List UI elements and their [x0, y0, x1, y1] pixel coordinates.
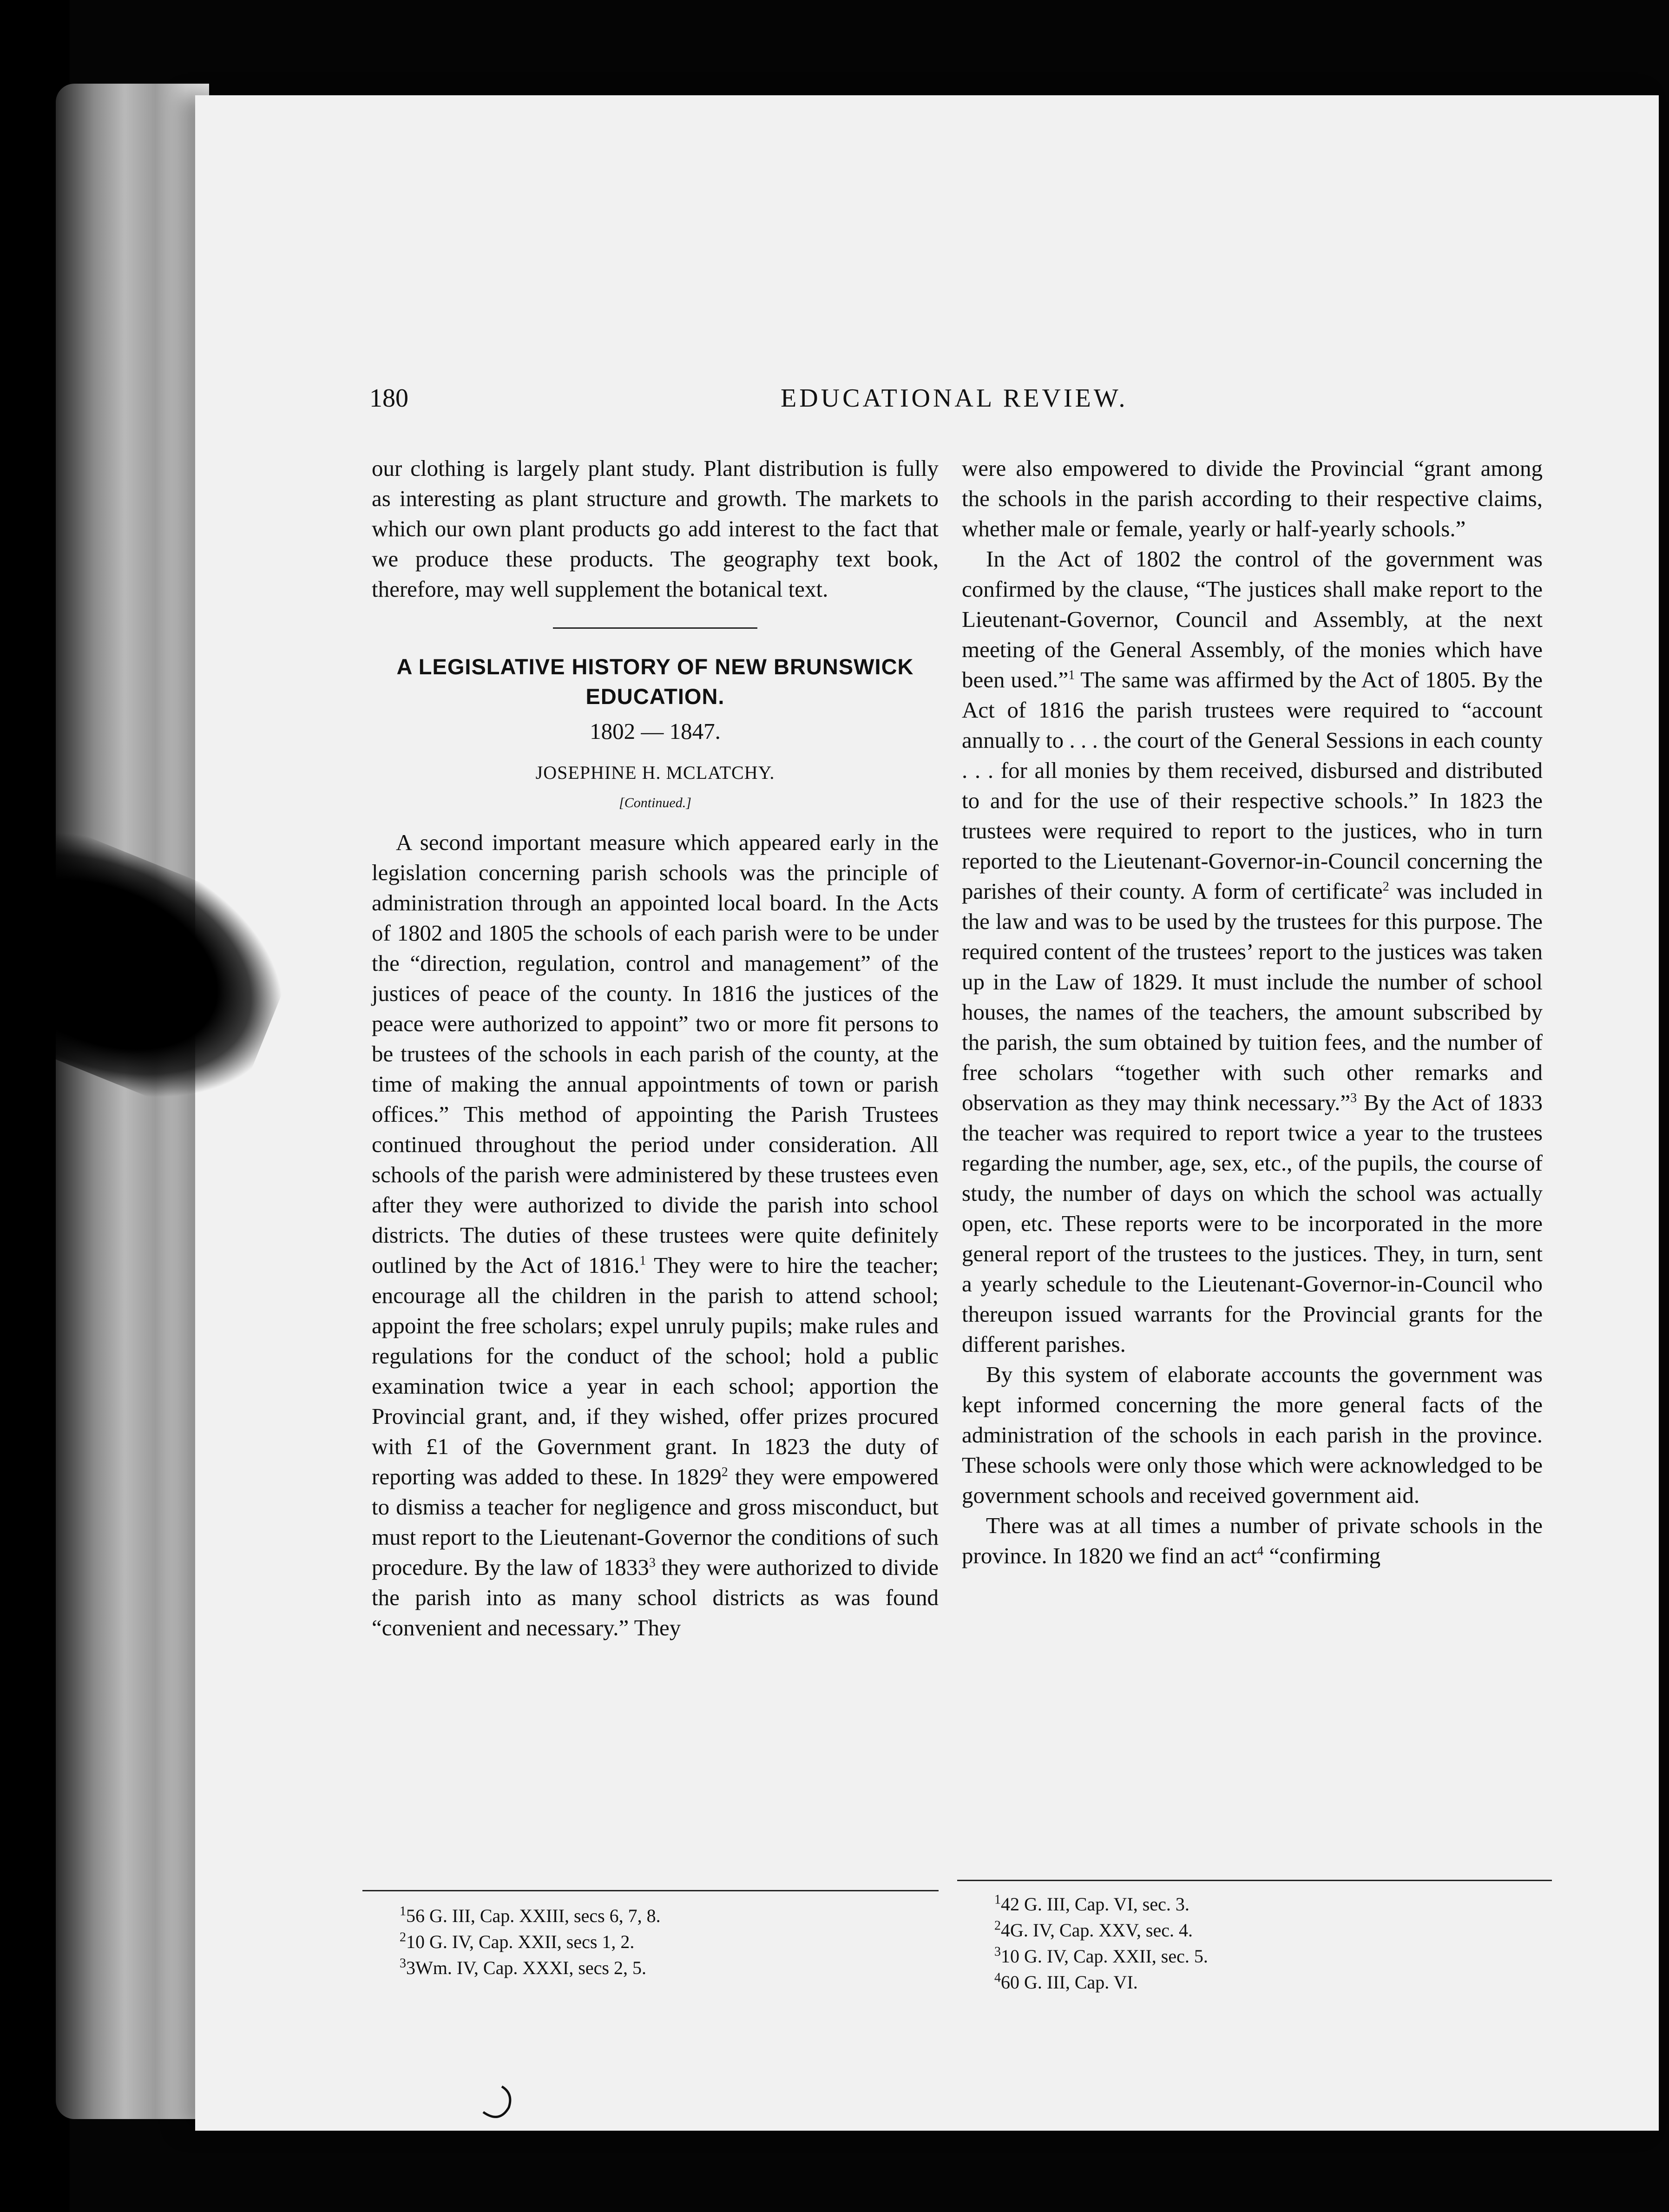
footnote-text: 10 G. IV, Cap. XXII, secs 1, 2.: [406, 1931, 635, 1952]
footnote: [400, 1955, 661, 1981]
footnote-mark: 1: [400, 1904, 406, 1919]
article-body-paragraph: By this system of elaborate accounts the government was kept informed concerning the more general facts of the administration of the schools in each parish in the province. These schools were only those which were acknowledged to be government schools and received government aid.: [962, 1362, 1543, 1508]
body-text: they were empowered to dismiss a teacher for negligence and gross misconduct, but must report to the Lieutenant-Governor the conditions of such procedure. By the law of 1833: [372, 1464, 939, 1580]
body-text: The same was affirmed by the Act of 1805. By the Act of 1816 the parish trustees were required to “account annually to . . . the court of the General Sessions in each county . . . for all monies by them received, disbursed and distributed to and for the use of their respective schools.” In 1823 the trustees were required to report to the justices, who in turn reported to the Lieutenant-Governor-in-Council concerning the parishes of their county. A form of certificate: [962, 667, 1543, 904]
footnote: [994, 1969, 1208, 1995]
footnote-rule-left: [362, 1890, 939, 1891]
footnote: [994, 1891, 1208, 1917]
body-text: they were authorized to divide the parish into as many school districts as was found “convenient and necessary.” They: [372, 1554, 939, 1640]
article-body-paragraph: [962, 544, 1543, 1359]
footnote-ref: 2: [721, 1465, 728, 1480]
journal-title: EDUCATIONAL REVIEW.: [781, 384, 1128, 413]
article-title: A LEGISLATIVE HISTORY OF NEW BRUNSWICK EDUCATION.: [396, 654, 914, 709]
running-head: [195, 383, 1659, 421]
footnote: [400, 1929, 661, 1955]
footnotes-right: [994, 1891, 1208, 1995]
footnote-mark: 3: [994, 1944, 1001, 1959]
footnotes-left: [400, 1903, 661, 1981]
body-text: There was at all times a number of private schools in the province. In 1820 we find an act: [962, 1513, 1543, 1568]
left-column: [372, 453, 939, 1643]
intro-paragraph: our clothing is largely plant study. Plant distribution is fully as interesting as plant structure and growth. The markets to which our own plant products go add interest to the fact that we produce these products. The geography text book, therefore, may well supplement the botanical text.: [372, 455, 939, 602]
footnote-mark: 4: [994, 1970, 1001, 1985]
footnote: [994, 1917, 1208, 1943]
footnote-rule-right: [957, 1880, 1552, 1881]
body-text: In the Act of 1802 the control of the government was confirmed by the clause, “The justices shall make report to the Lieutenant-Governor, Council and Assembly, at the next meeting of the General Assembly, of the monies which have been used.”: [962, 546, 1543, 692]
footnote-text: 42 G. III, Cap. VI, sec. 3.: [1001, 1894, 1189, 1915]
footnote-mark: 2: [994, 1918, 1001, 1933]
right-column: [962, 453, 1543, 1571]
footnote-ref: 3: [649, 1555, 656, 1570]
article-dates: 1802 — 1847.: [590, 718, 721, 744]
body-text: A second important measure which appeared early in the legislation concerning parish schools was the principle of administration through an appointed local board. In the Acts of 1802 and 1805 the schools of each parish were to be under the “direction, regulation, control and management” of the justices of peace of the county. In 1816 the justices of the peace were authorized to appoint” two or more fit persons to be trustees of the schools in each parish of the county, at the time of making the annual appointments of town or parish offices.” This method of appointing the Parish Trustees continued throughout the period under consideration. All schools of the parish were administered by these trustees even after they were authorized to divide the parish into school districts. The duties of these trustees were quite definitely outlined by the Act of 1816.: [372, 830, 939, 1278]
author-byline: JOSEPHINE H. MCLATCHY.: [535, 762, 775, 783]
footnote-mark: 1: [994, 1892, 1001, 1907]
footnote-text: 56 G. III, Cap. XXIII, secs 6, 7, 8.: [406, 1905, 661, 1926]
body-text: “confirming: [1263, 1543, 1381, 1568]
continuation-paragraph: were also empowered to divide the Provincial “grant among the schools in the parish according to their respective claims, whether male or female, yearly or half-yearly schools.”: [962, 455, 1543, 541]
footnote-ref: 1: [1068, 668, 1075, 683]
article-body-paragraph: [372, 827, 939, 1643]
footnote: [994, 1943, 1208, 1969]
footnote-mark: 3: [400, 1956, 406, 1971]
book-page: [195, 95, 1659, 2131]
body-text: was included in the law and was to be used by the trustees for this purpose. The required content of the trustees’ report to the justices was taken up in the Law of 1829. It must include the number of school houses, the names of the teachers, the amount subscribed by the parish, the sum obtained by tuition fees, and the number of free scholars “together with such other remarks and observation as they may think necessary.”: [962, 878, 1543, 1115]
footnote-text: 10 G. IV, Cap. XXII, sec. 5.: [1001, 1946, 1208, 1967]
section-divider: [553, 627, 757, 629]
page-number: 180: [369, 384, 408, 413]
footnote-ref: 2: [1382, 879, 1389, 894]
footnote-text: 4G. IV, Cap. XXV, sec. 4.: [1001, 1920, 1193, 1941]
pencil-mark: [474, 2080, 539, 2135]
footnote-ref: 1: [639, 1253, 646, 1268]
article-body-paragraph: [962, 1510, 1543, 1571]
footnote-ref: 3: [1350, 1091, 1357, 1106]
continued-note: [Continued.]: [619, 795, 691, 810]
footnote-ref: 4: [1257, 1544, 1264, 1559]
footnote: [400, 1903, 661, 1929]
body-text: By the Act of 1833 the teacher was required to report twice a year to the trustees regarding the number, age, sex, etc., of the pupils, the course of study, the number of days on which the school was actually open, etc. These reports were to be incorporated in the more general report of the trustees to the justices. They, in turn, sent a yearly schedule to the Lieutenant-Governor-in-Council who thereupon issued warrants for the Provincial grants for the different parishes.: [962, 1090, 1543, 1357]
body-text: They were to hire the teacher; encourage all the children in the parish to attend school; appoint the free scholars; expel unruly pupils; make rules and regulations for the conduct of the school; hold a public examination twice a year in each school; apportion the Provincial grant, and, if they wished, offer prizes procured with £1 of the Government grant. In 1823 the duty of reporting was added to these. In 1829: [372, 1252, 939, 1489]
footnote-text: 60 G. III, Cap. VI.: [1001, 1972, 1138, 1993]
footnote-mark: 2: [400, 1930, 406, 1945]
footnote-text: 3Wm. IV, Cap. XXXI, secs 2, 5.: [406, 1957, 646, 1978]
